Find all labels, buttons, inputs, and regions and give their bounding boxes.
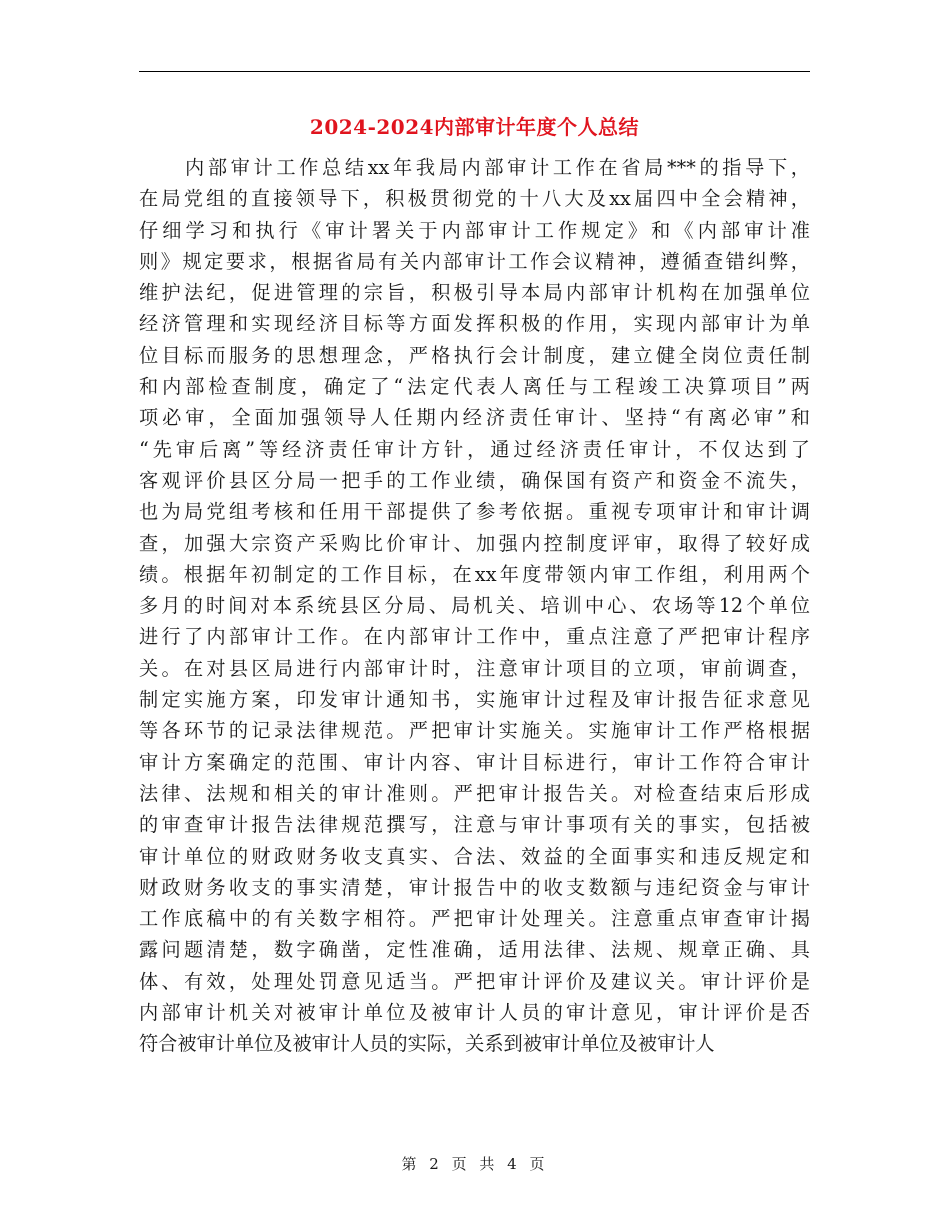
document-title: 2024-2024内部审计年度个人总结 — [309, 115, 640, 139]
body-line: 仔细学习和执行《审计署关于内部审计工作规定》和《内部审计准 — [139, 218, 810, 242]
body-line: 露问题清楚，数字确凿，定性准确，适用法律、法规、规章正确、具 — [139, 938, 810, 962]
body-line: 关。在对县区局进行内部审计时，注意审计项目的立项，审前调查， — [139, 656, 810, 680]
body-line: 体、有效，处理处罚意见适当。严把审计评价及建议关。审计评价是 — [139, 969, 810, 993]
body-line: 多月的时间对本系统县区分局、局机关、培训中心、农场等12个单位 — [139, 594, 810, 618]
body-line: 审计方案确定的范围、审计内容、审计目标进行，审计工作符合审计 — [139, 750, 810, 774]
document-body — [139, 152, 810, 1060]
body-line: 也为局党组考核和任用干部提供了参考依据。重视专项审计和审计调 — [139, 500, 810, 524]
body-line: 法律、法规和相关的审计准则。严把审计报告关。对检查结束后形成 — [139, 781, 810, 805]
body-line: 工作底稿中的有关数字相符。严把审计处理关。注意重点审查审计揭 — [139, 907, 810, 931]
body-line: 客观评价县区分局一把手的工作业绩，确保国有资产和资金不流失， — [139, 468, 810, 492]
body-line: 项必审，全面加强领导人任期内经济责任审计、坚持“有离必审”和 — [139, 406, 810, 430]
body-line: 查，加强大宗资产采购比价审计、加强内控制度评审，取得了较好成 — [139, 531, 810, 555]
body-line: 维护法纪，促进管理的宗旨，积极引导本局内部审计机构在加强单位 — [139, 281, 810, 305]
body-line: 绩。根据年初制定的工作目标，在xx年度带领内审工作组，利用两个 — [139, 562, 810, 586]
body-line: 内部审计机关对被审计单位及被审计人员的审计意见，审计评价是否 — [139, 1001, 810, 1025]
body-line: 内部审计工作总结xx年我局内部审计工作在省局***的指导下， — [185, 156, 810, 179]
body-line: 在局党组的直接领导下，积极贯彻党的十八大及xx届四中全会精神， — [139, 187, 810, 211]
body-line: 和内部检查制度，确定了“法定代表人离任与工程竣工决算项目”两 — [139, 375, 810, 399]
body-line: 等各环节的记录法律规范。严把审计实施关。实施审计工作严格根据 — [139, 719, 810, 743]
body-line: 经济管理和实现经济目标等方面发挥积极的作用，实现内部审计为单 — [139, 312, 810, 336]
body-line: 的审查审计报告法律规范撰写，注意与审计事项有关的事实，包括被 — [139, 813, 810, 837]
body-line: 进行了内部审计工作。在内部审计工作中，重点注意了严把审计程序 — [139, 625, 810, 649]
body-line: 位目标而服务的思想理念，严格执行会计制度，建立健全岗位责任制 — [139, 343, 810, 367]
body-line: 审计单位的财政财务收支真实、合法、效益的全面事实和违反规定和 — [139, 844, 810, 868]
body-line: 符合被审计单位及被审计人员的实际，关系到被审计单位及被审计人 — [139, 1032, 715, 1056]
page-number-footer: 第 2 页 共 4 页 — [401, 1155, 549, 1173]
body-line: “先审后离”等经济责任审计方针，通过经济责任审计，不仅达到了 — [139, 437, 810, 461]
body-line: 制定实施方案，印发审计通知书，实施审计过程及审计报告征求意见 — [139, 688, 810, 712]
body-line: 财政财务收支的事实清楚，审计报告中的收支数额与违纪资金与审计 — [139, 875, 810, 899]
body-line: 则》规定要求，根据省局有关内部审计工作会议精神，遵循查错纠弊， — [139, 249, 810, 273]
header-rule — [139, 71, 810, 72]
